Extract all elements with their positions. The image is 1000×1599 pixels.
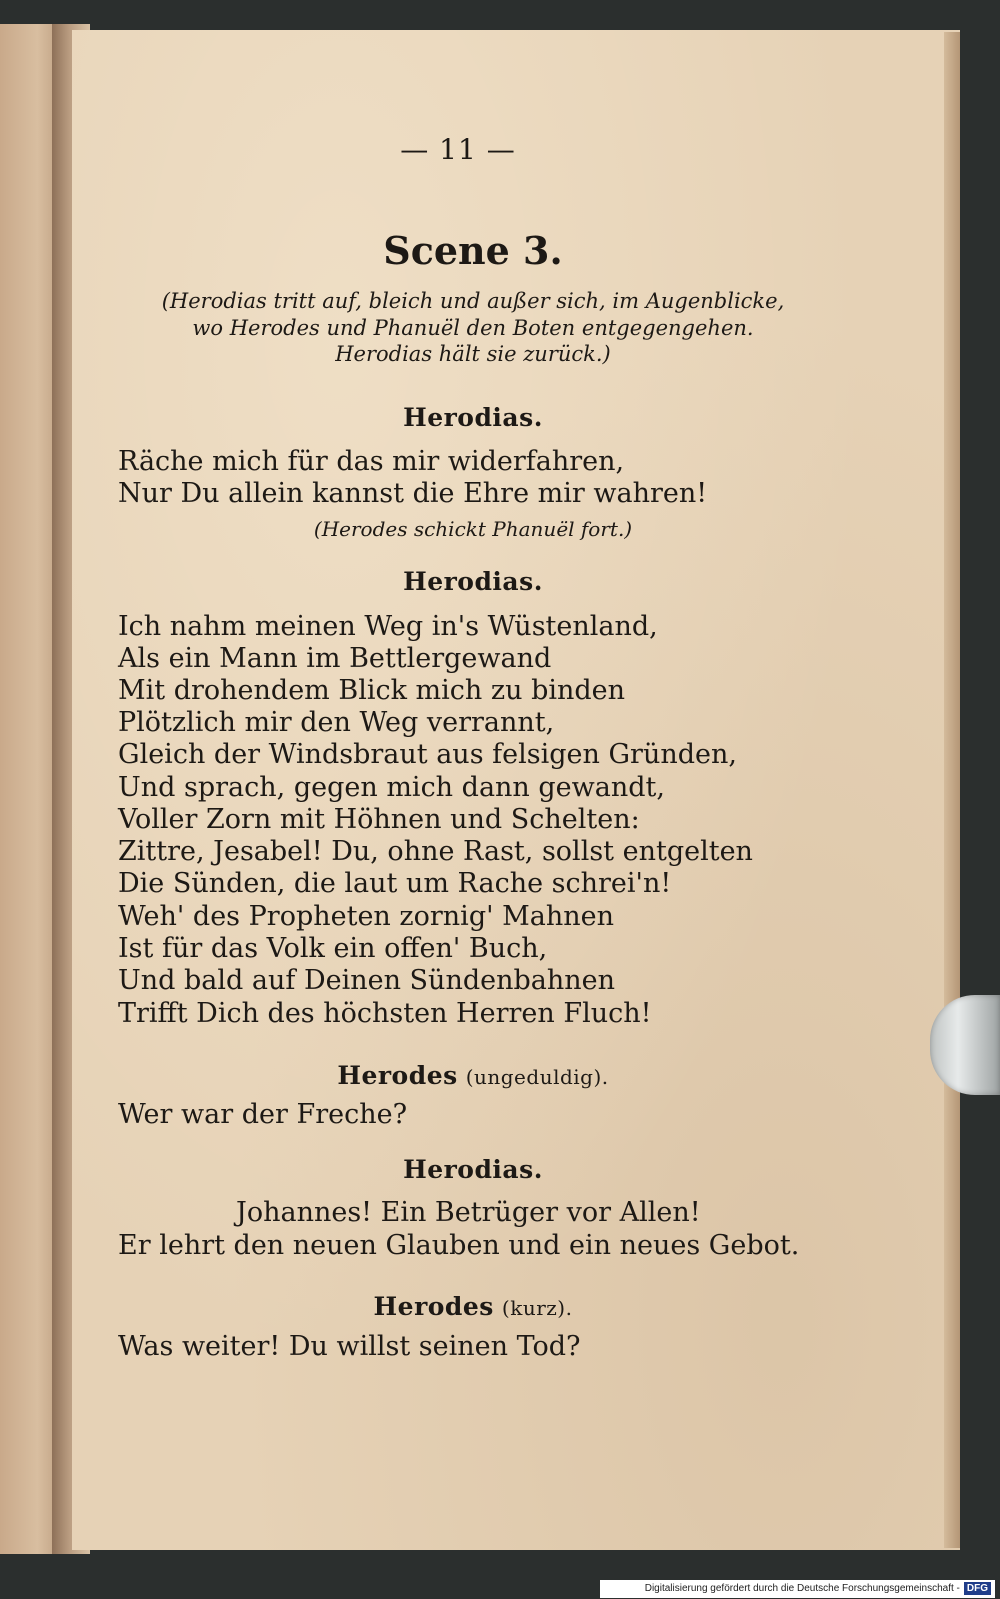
verse-line: Und sprach, gegen mich dann gewandt, [118, 772, 665, 803]
stage-direction-line: Herodias hält sie zurück.) [335, 342, 611, 366]
verse-line: Wer war der Freche? [118, 1099, 408, 1130]
speaker-label: Herodias. [403, 567, 543, 596]
verse-line: Was weiter! Du willst seinen Tod? [118, 1331, 581, 1362]
page-number: — 11 — [400, 133, 516, 166]
digitization-credit [600, 1580, 995, 1598]
speaker-name [118, 1292, 828, 1321]
verse-line: Zittre, Jesabel! Du, ohne Rast, sollst entgelten [118, 836, 753, 867]
verse-line: Trifft Dich des höchsten Herren Fluch! [118, 998, 652, 1029]
speaker-label: Herodes [373, 1292, 494, 1321]
stage-direction-line: (Herodias tritt auf, bleich und außer sich, im Augenblicke, [161, 289, 785, 313]
speaker-label: Herodias. [403, 403, 543, 432]
page-clip [930, 995, 1000, 1095]
stage-direction: (Herodes schickt Phanuël fort.) [313, 517, 633, 541]
stage-direction-line: wo Herodes und Phanuël den Boten entgegengehen. [192, 316, 754, 340]
verse-line: Johannes! Ein Betrüger vor Allen! [236, 1197, 701, 1228]
verse-line: Weh' des Propheten zornig' Mahnen [118, 901, 614, 932]
verse-line: Räche mich für das mir widerfahren, [118, 446, 625, 477]
speaker-name [118, 1061, 828, 1090]
verse-line: Nur Du allein kannst die Ehre mir wahren! [118, 478, 708, 509]
speaker-label: Herodes [337, 1061, 458, 1090]
scene-title: Scene 3. [383, 228, 563, 273]
right-page-edge [944, 32, 960, 1548]
speaker-note: (ungeduldig). [465, 1065, 609, 1089]
verse-line: Voller Zorn mit Höhnen und Schelten: [118, 804, 640, 835]
verse-line: Als ein Mann im Bettlergewand [118, 643, 552, 674]
verse-line: Er lehrt den neuen Glauben und ein neues Gebot. [118, 1230, 800, 1261]
verse-line: Die Sünden, die laut um Rache schrei'n! [118, 868, 672, 899]
verse-line: Ist für das Volk ein offen' Buch, [118, 933, 548, 964]
speaker-note: (kurz). [501, 1296, 573, 1320]
speaker-label: Herodias. [403, 1155, 543, 1184]
speaker-name [118, 403, 828, 432]
credit-text: Digitalisierung gefördert durch die Deutsche Forschungsgemeinschaft - [644, 1583, 960, 1594]
verse-line: Mit drohendem Blick mich zu binden [118, 675, 626, 706]
dfg-logo: DFG [964, 1582, 991, 1595]
speaker-name [118, 567, 828, 596]
verse-line: Gleich der Windsbraut aus felsigen Gründen, [118, 739, 737, 770]
speaker-name [118, 1155, 828, 1184]
verse-line: Ich nahm meinen Weg in's Wüstenland, [118, 611, 658, 642]
verse-line: Und bald auf Deinen Sündenbahnen [118, 965, 616, 996]
verse-line: Plötzlich mir den Weg verrannt, [118, 707, 555, 738]
